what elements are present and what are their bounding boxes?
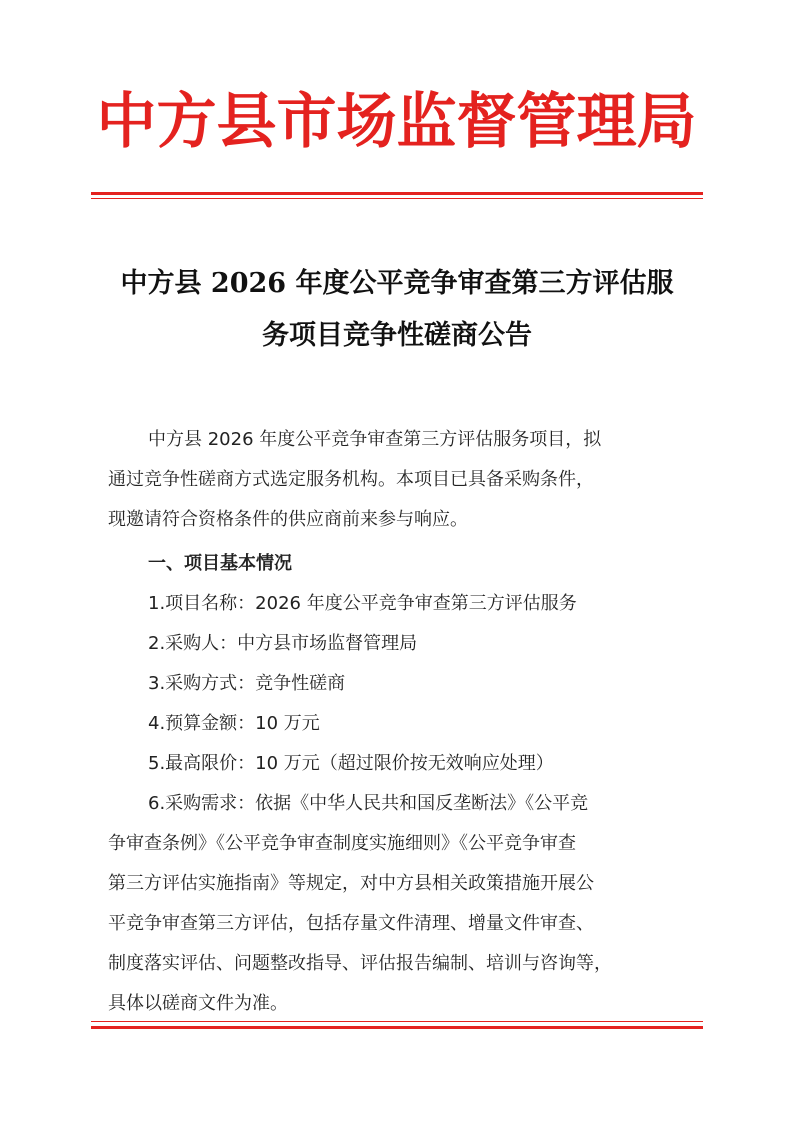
item-requirements-line-3: 第三方评估实施指南》等规定，对中方县相关政策措施开展公 — [108, 873, 594, 894]
footer-rule-thick — [91, 1026, 703, 1029]
item-budget: 4.预算金额：10 万元 — [148, 713, 320, 734]
header-rule-thin — [91, 198, 703, 199]
footer-rule-thin — [91, 1021, 703, 1022]
document-title-line-1: 中方县 2026 年度公平竞争审查第三方评估服 — [120, 268, 674, 299]
document-body — [108, 420, 698, 1024]
section-heading: 一、项目基本情况 — [148, 553, 292, 574]
item-requirements-line-6: 具体以磋商文件为准。 — [108, 993, 288, 1014]
intro-line-2: 通过竞争性磋商方式选定服务机构。本项目已具备采购条件， — [108, 469, 594, 490]
item-requirements-line-4: 平竞争审查第三方评估，包括存量文件清理、增量文件审查、 — [108, 913, 594, 934]
intro-line-1: 中方县 2026 年度公平竞争审查第三方评估服务项目，拟 — [148, 429, 602, 450]
item-requirements-line-5: 制度落实评估、问题整改指导、评估报告编制、培训与咨询等， — [108, 953, 612, 974]
item-requirements-line-2: 争审查条例》《公平竞争审查制度实施细则》《公平竞争审查 — [108, 833, 576, 854]
item-max-price: 5.最高限价：10 万元（超过限价按无效响应处理） — [148, 753, 554, 774]
item-procurement-method: 3.采购方式：竞争性磋商 — [148, 673, 346, 694]
intro-line-3: 现邀请符合资格条件的供应商前来参与响应。 — [108, 509, 468, 530]
document-title — [91, 258, 703, 362]
item-project-name: 1.项目名称：2026 年度公平竞争审查第三方评估服务 — [148, 593, 577, 614]
item-requirements-line-1: 6.采购需求：依据《中华人民共和国反垄断法》《公平竞 — [148, 793, 589, 814]
header-rule-thick — [91, 192, 703, 195]
item-purchaser: 2.采购人：中方县市场监督管理局 — [148, 633, 418, 654]
document-title-line-2: 务项目竞争性磋商公告 — [262, 320, 532, 351]
masthead-title: 中方县市场监督管理局 — [96, 87, 697, 157]
